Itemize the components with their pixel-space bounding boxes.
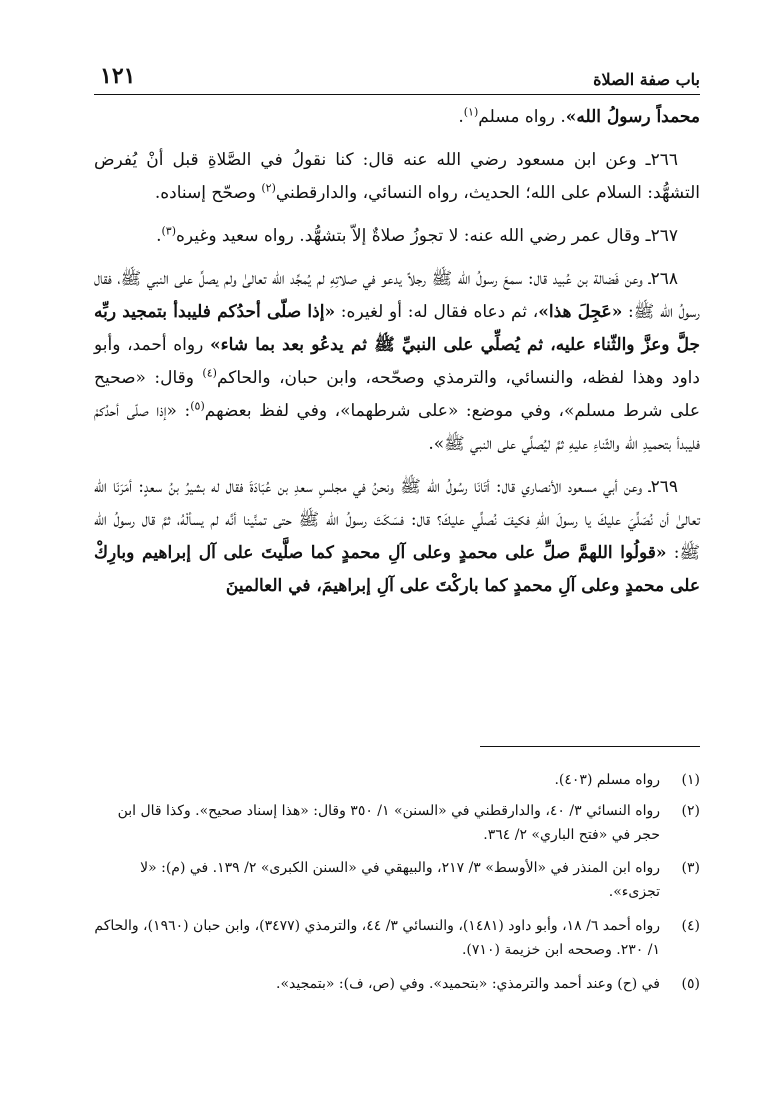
- footnote-separator: [480, 746, 700, 747]
- text-run: .: [156, 226, 162, 246]
- text-run: : «إذا صلّى أحدُكمْ فليبدأ بتحميدِ الله والثّناءِ عليهِ ثمَّ ليُصلِّي على النبي ﷺ».: [94, 401, 700, 454]
- text-run: رواه أحمد، وأبو داود وهذا لفظه، والنسائي، والترمذي وصحّحه، وابن حبان، والحاكم: [94, 335, 700, 388]
- footnote-5: [94, 972, 700, 996]
- footnote-text: رواه مسلم (٤٠٣).: [554, 772, 660, 788]
- footnote-number: (٢): [681, 803, 700, 819]
- footnote-ref: (١): [463, 105, 479, 119]
- paragraph-continuation: [94, 101, 700, 134]
- footnote-text: رواه ابن المنذر في «الأوسط» ٣/ ٢١٧، والبيهقي في «السنن الكبرى» ٢/ ١٣٩. في (م): «لا تجزىء».: [140, 860, 660, 900]
- text-run: .: [458, 107, 464, 127]
- footnote-number: (١): [681, 772, 700, 788]
- paragraph-269: [94, 471, 700, 603]
- footnote-ref: (٢): [261, 181, 276, 195]
- text-run: ٢٦٩ـ وعن أبي مسعود الأنصاري قال: أتَانَا رسُولُ الله ﷺ ونحنُ في مجلسِ سعدِ بن عُبَادَةَ فقال له بشيرُ بنُ سعدٍ: أمَرَنَا الله تعالىٰ أن نُصَلِّيَ عليكَ يا رسولَ اللهِ فكيفَ نُصلِّي عليكَ؟ قال: فسَكَتَ رسولُ الله ﷺ حتى تمنَّينا أنَّه لم يسألْهُ، ثمَّ قال رسولُ الله ﷺ:: [94, 477, 700, 563]
- hadith-quote: «عَجِلَ هذا»: [538, 302, 623, 322]
- footnote-ref: (٤): [202, 366, 217, 380]
- text-run: ٢٦٧ـ وقال عمر رضي الله عنه: لا تجوزُ صلاةٌ إلاّ بتشهُّد. رواه سعيد وغيره: [176, 226, 678, 246]
- footnote-number: (٣): [681, 860, 700, 876]
- text-run: وصحّح إسناده.: [154, 183, 262, 203]
- text-run: وقال: «صحيح على شرط مسلم»، وفي موضع: «على شرطهما»، وفي لفظ بعضهم: [94, 368, 700, 421]
- footnote-3: [94, 856, 700, 904]
- footnote-text: في (ح) وعند أحمد والترمذي: «بتحميد». وفي (ص، ف): «بتمجيد».: [276, 976, 660, 992]
- page-header: [94, 60, 700, 95]
- text-run: ٢٦٨ـ وعن فَضالة بن عُبيد قال: سمعَ رسولُ الله ﷺ رجلاً يدعو في صلاتِهِ لم يُمجِّد الله تعالىٰ ولم يصلِّ على النبي ﷺ، فقال رسولُ الله ﷺ:: [94, 269, 700, 322]
- paragraph-267: [94, 220, 700, 253]
- hadith-quote: «إذا صلّى أحدُكم فليبدأ بتمجيد ربِّه جلَّ وعزَّ والثّناء عليه، ثم يُصلِّي على النبيِّ ﷺ ثم يدعُو بعد بما شاء»: [94, 302, 700, 355]
- hadith-quote: «قولُوا اللهمَّ صلِّ على محمدٍ وعلى آلِ محمدٍ كما صلَّيتَ على آل إبراهيم وبارِكْ على محمدٍ وعلى آلِ محمدٍ كما باركْتَ على آلِ إبراهيمَ، في العالمينَ: [94, 543, 700, 596]
- main-text: [94, 101, 700, 613]
- text-run: ٢٦٦ـ وعن ابن مسعود رضي الله عنه قال: كنا نقولُ في الصَّلاةِ قبل أنْ يُفرض التشهُّد: السلام على الله؛ الحديث، رواه النسائي، والدارقطني: [94, 150, 700, 203]
- footnote-4: [94, 914, 700, 962]
- footnote-1: [94, 768, 700, 792]
- paragraph-266: [94, 144, 700, 210]
- text-run: . رواه مسلم: [478, 107, 566, 127]
- footnote-ref: (٣): [161, 224, 177, 238]
- text-run: ، ثم دعاه فقال له: أو لغيره:: [335, 302, 539, 322]
- footnote-text: رواه النسائي ٣/ ٤٠، والدارقطني في «السنن» ١/ ٣٥٠ وقال: «هذا إسناد صحيح». وكذا قال ابن حجر في «فتح الباري» ٢/ ٣٦٤.: [117, 803, 660, 843]
- footnote-2: [94, 799, 700, 847]
- footnote-number: (٥): [681, 976, 700, 992]
- hadith-quote: محمداً رسولُ الله»: [565, 107, 700, 127]
- footnote-number: (٤): [681, 918, 700, 934]
- footnote-text: رواه أحمد ٦/ ١٨، وأبو داود (١٤٨١)، والنسائي ٣/ ٤٤، والترمذي (٣٤٧٧)، وابن حبان (١٩٦٠)، والحاكم ١/ ٢٣٠. وصححه ابن خزيمة (٧١٠).: [94, 918, 660, 958]
- chapter-title: باب صفة الصلاة: [593, 70, 700, 89]
- paragraph-268: [94, 263, 700, 461]
- page-number: ١٢١: [100, 63, 136, 89]
- footnote-ref: (٥): [190, 399, 205, 413]
